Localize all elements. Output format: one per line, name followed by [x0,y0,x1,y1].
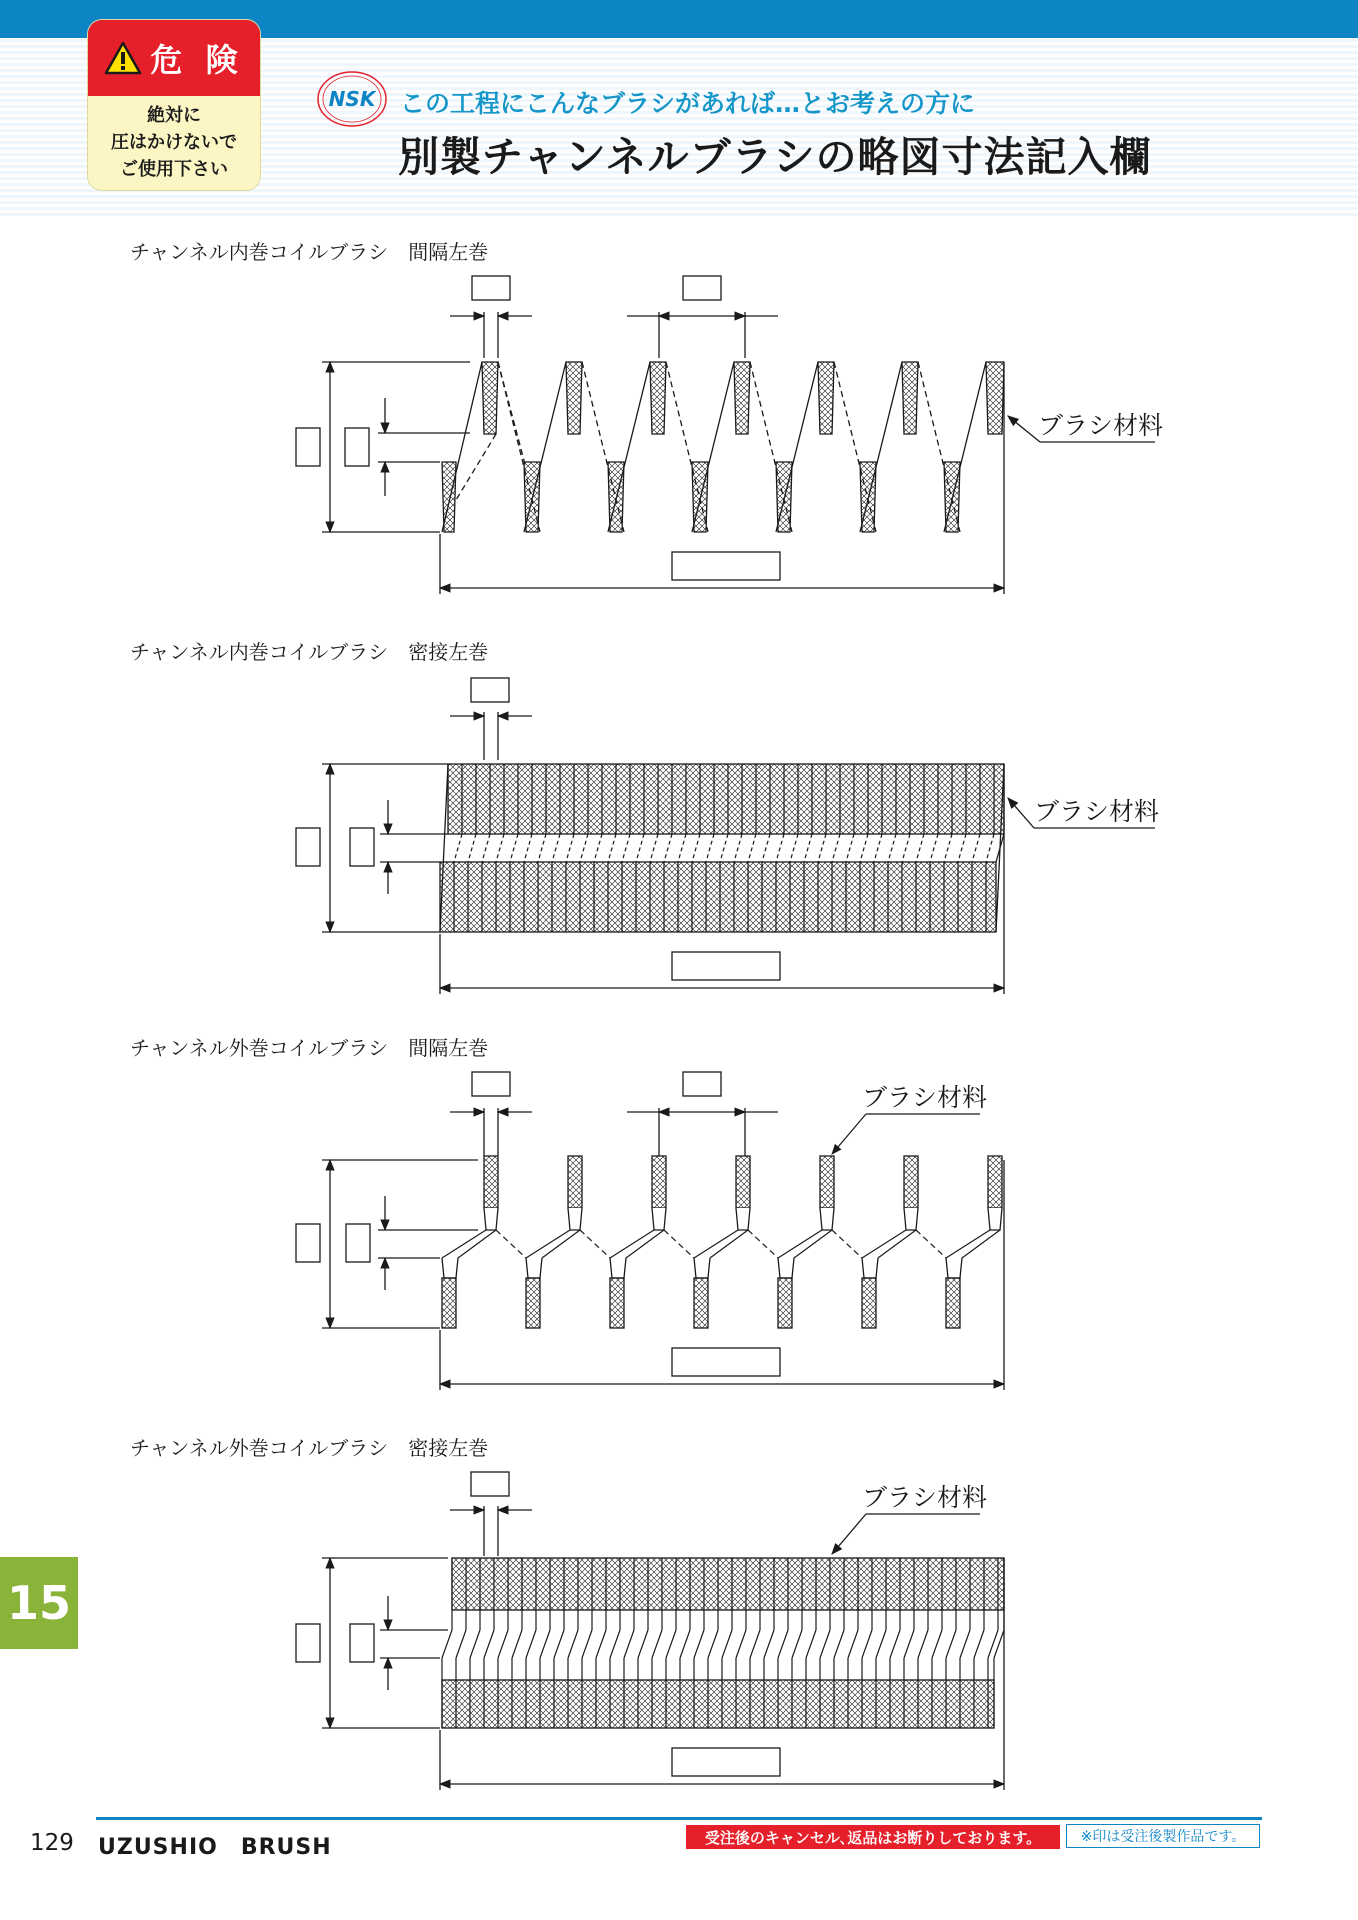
made-to-order-note: ※印は受注後製作品です。 [1066,1824,1260,1848]
diagram-label: チャンネル外巻コイルブラシ 密接左巻 [130,1436,489,1460]
outer-coil-tight-diagram [0,1464,1358,1804]
dimension-box[interactable] [672,1348,780,1376]
dimension-box[interactable] [472,276,510,300]
material-label: ブラシ材料 [1038,411,1164,440]
dimension-box[interactable] [296,428,320,466]
page-title: 別製チャンネルブラシの略図寸法記入欄 [398,133,1152,181]
page-number: 129 [30,1830,74,1856]
coil-turns [442,1156,1002,1328]
nsk-logo [316,70,388,128]
diagram-label: チャンネル内巻コイルブラシ 密接左巻 [130,640,489,664]
dimension-box[interactable] [672,552,780,580]
danger-line: ご使用下さい [120,159,228,180]
diagram-label: チャンネル外巻コイルブラシ 間隔左巻 [130,1036,489,1060]
dimension-box[interactable] [296,1224,320,1262]
inner-coil-tight-diagram [0,668,1358,1008]
outer-coil-spaced-diagram [0,1064,1358,1404]
inner-coil-spaced-diagram [0,268,1358,608]
danger-message [88,96,260,190]
danger-header [88,20,260,96]
dimension-box[interactable] [346,1224,370,1262]
dimension-box[interactable] [672,1748,780,1776]
dimension-box[interactable] [350,1624,374,1662]
dimension-box[interactable] [296,828,320,866]
cancel-notice: 受注後のキャンセル､返品はお断りしております。 [686,1825,1060,1849]
danger-line: 絶対に [147,105,201,126]
material-label: ブラシ材料 [862,1483,988,1512]
dimension-box[interactable] [471,678,509,702]
material-label: ブラシ材料 [1034,797,1160,826]
danger-line: 圧はかけないで [111,132,237,153]
dimension-box[interactable] [683,1072,721,1096]
logo-text: NSK [328,87,376,111]
coil-turns [498,362,1155,532]
dimension-box[interactable] [350,828,374,866]
danger-title: 危 険 [150,41,244,79]
footer-brand: UZUSHIO BRUSH [98,1835,332,1860]
dimension-box[interactable] [471,1472,509,1496]
dimension-box[interactable] [472,1072,510,1096]
danger-warning-box [88,20,260,190]
footer-rule [96,1817,1262,1820]
material-label: ブラシ材料 [862,1083,988,1112]
dimension-box[interactable] [296,1624,320,1662]
header-subtitle: この工程にこんなブラシがあれば…とお考えの方に [400,89,976,118]
diagram-label: チャンネル内巻コイルブラシ 間隔左巻 [130,240,489,264]
dimension-box[interactable] [345,428,369,466]
dimension-box[interactable] [672,952,780,980]
warning-triangle-icon [104,41,142,75]
dimension-box[interactable] [683,276,721,300]
chapter-tab: 15 [0,1557,78,1649]
